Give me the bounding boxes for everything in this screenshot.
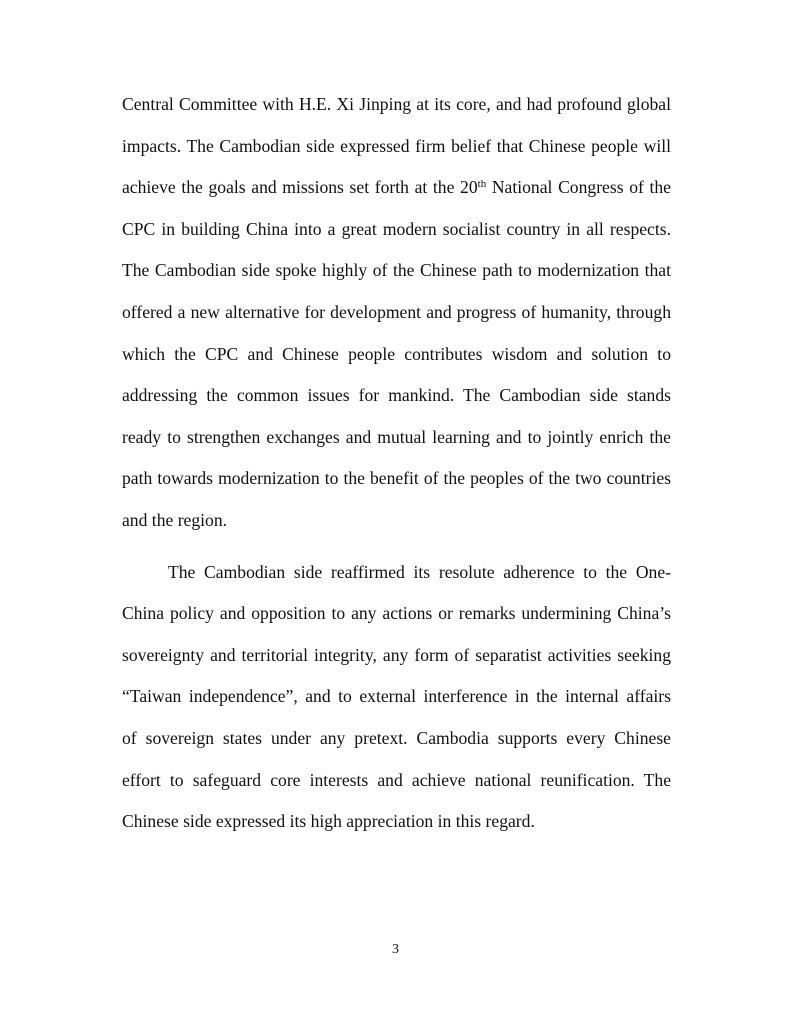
paragraph-2 bbox=[122, 552, 671, 843]
text-line: The Cambodian side spoke highly of the Chinese path to modernization that bbox=[122, 260, 671, 281]
text-line: path towards modernization to the benefit of the peoples of the two countries bbox=[122, 468, 671, 489]
text-line: and the region. bbox=[122, 509, 228, 530]
text-line: ready to strengthen exchanges and mutual learning and to jointly enrich the bbox=[122, 426, 671, 447]
paragraph-1 bbox=[122, 84, 671, 542]
text-line: Central Committee with H.E. Xi Jinping at its core, and had profound global bbox=[122, 94, 671, 114]
superscript-ordinal: th bbox=[477, 178, 487, 191]
text-line: The Cambodian side reaffirmed its resolute adherence to the One- bbox=[168, 561, 671, 582]
text-line bbox=[122, 167, 671, 209]
text-line: Chinese side expressed its high appreciation in this regard. bbox=[122, 811, 535, 832]
text-line: of sovereign states under any pretext. Cambodia supports every Chinese bbox=[122, 727, 671, 748]
text-segment: achieve the goals and missions set forth at the 20 bbox=[122, 177, 478, 198]
text-segment: National Congress of the bbox=[491, 177, 671, 198]
paragraph-spacer bbox=[122, 542, 671, 552]
text-line: which the CPC and Chinese people contributes wisdom and solution to bbox=[122, 343, 671, 364]
text-line: addressing the common issues for mankind. The Cambodian side stands bbox=[122, 385, 671, 406]
text-line: CPC in building China into a great modern socialist country in all respects. bbox=[122, 218, 671, 239]
text-line: offered a new alternative for development and progress of humanity, through bbox=[122, 301, 671, 322]
text-line: effort to safeguard core interests and achieve national reunification. The bbox=[122, 769, 671, 790]
text-line: sovereignty and territorial integrity, any form of separatist activities seeking bbox=[122, 644, 671, 665]
text-line: China policy and opposition to any actions or remarks undermining China’s bbox=[122, 603, 671, 624]
document-body bbox=[122, 84, 671, 843]
text-line: impacts. The Cambodian side expressed firm belief that Chinese people will bbox=[122, 135, 671, 156]
page-number: 3 bbox=[392, 942, 399, 957]
text-line: “Taiwan independence”, and to external interference in the internal affairs bbox=[122, 686, 671, 707]
